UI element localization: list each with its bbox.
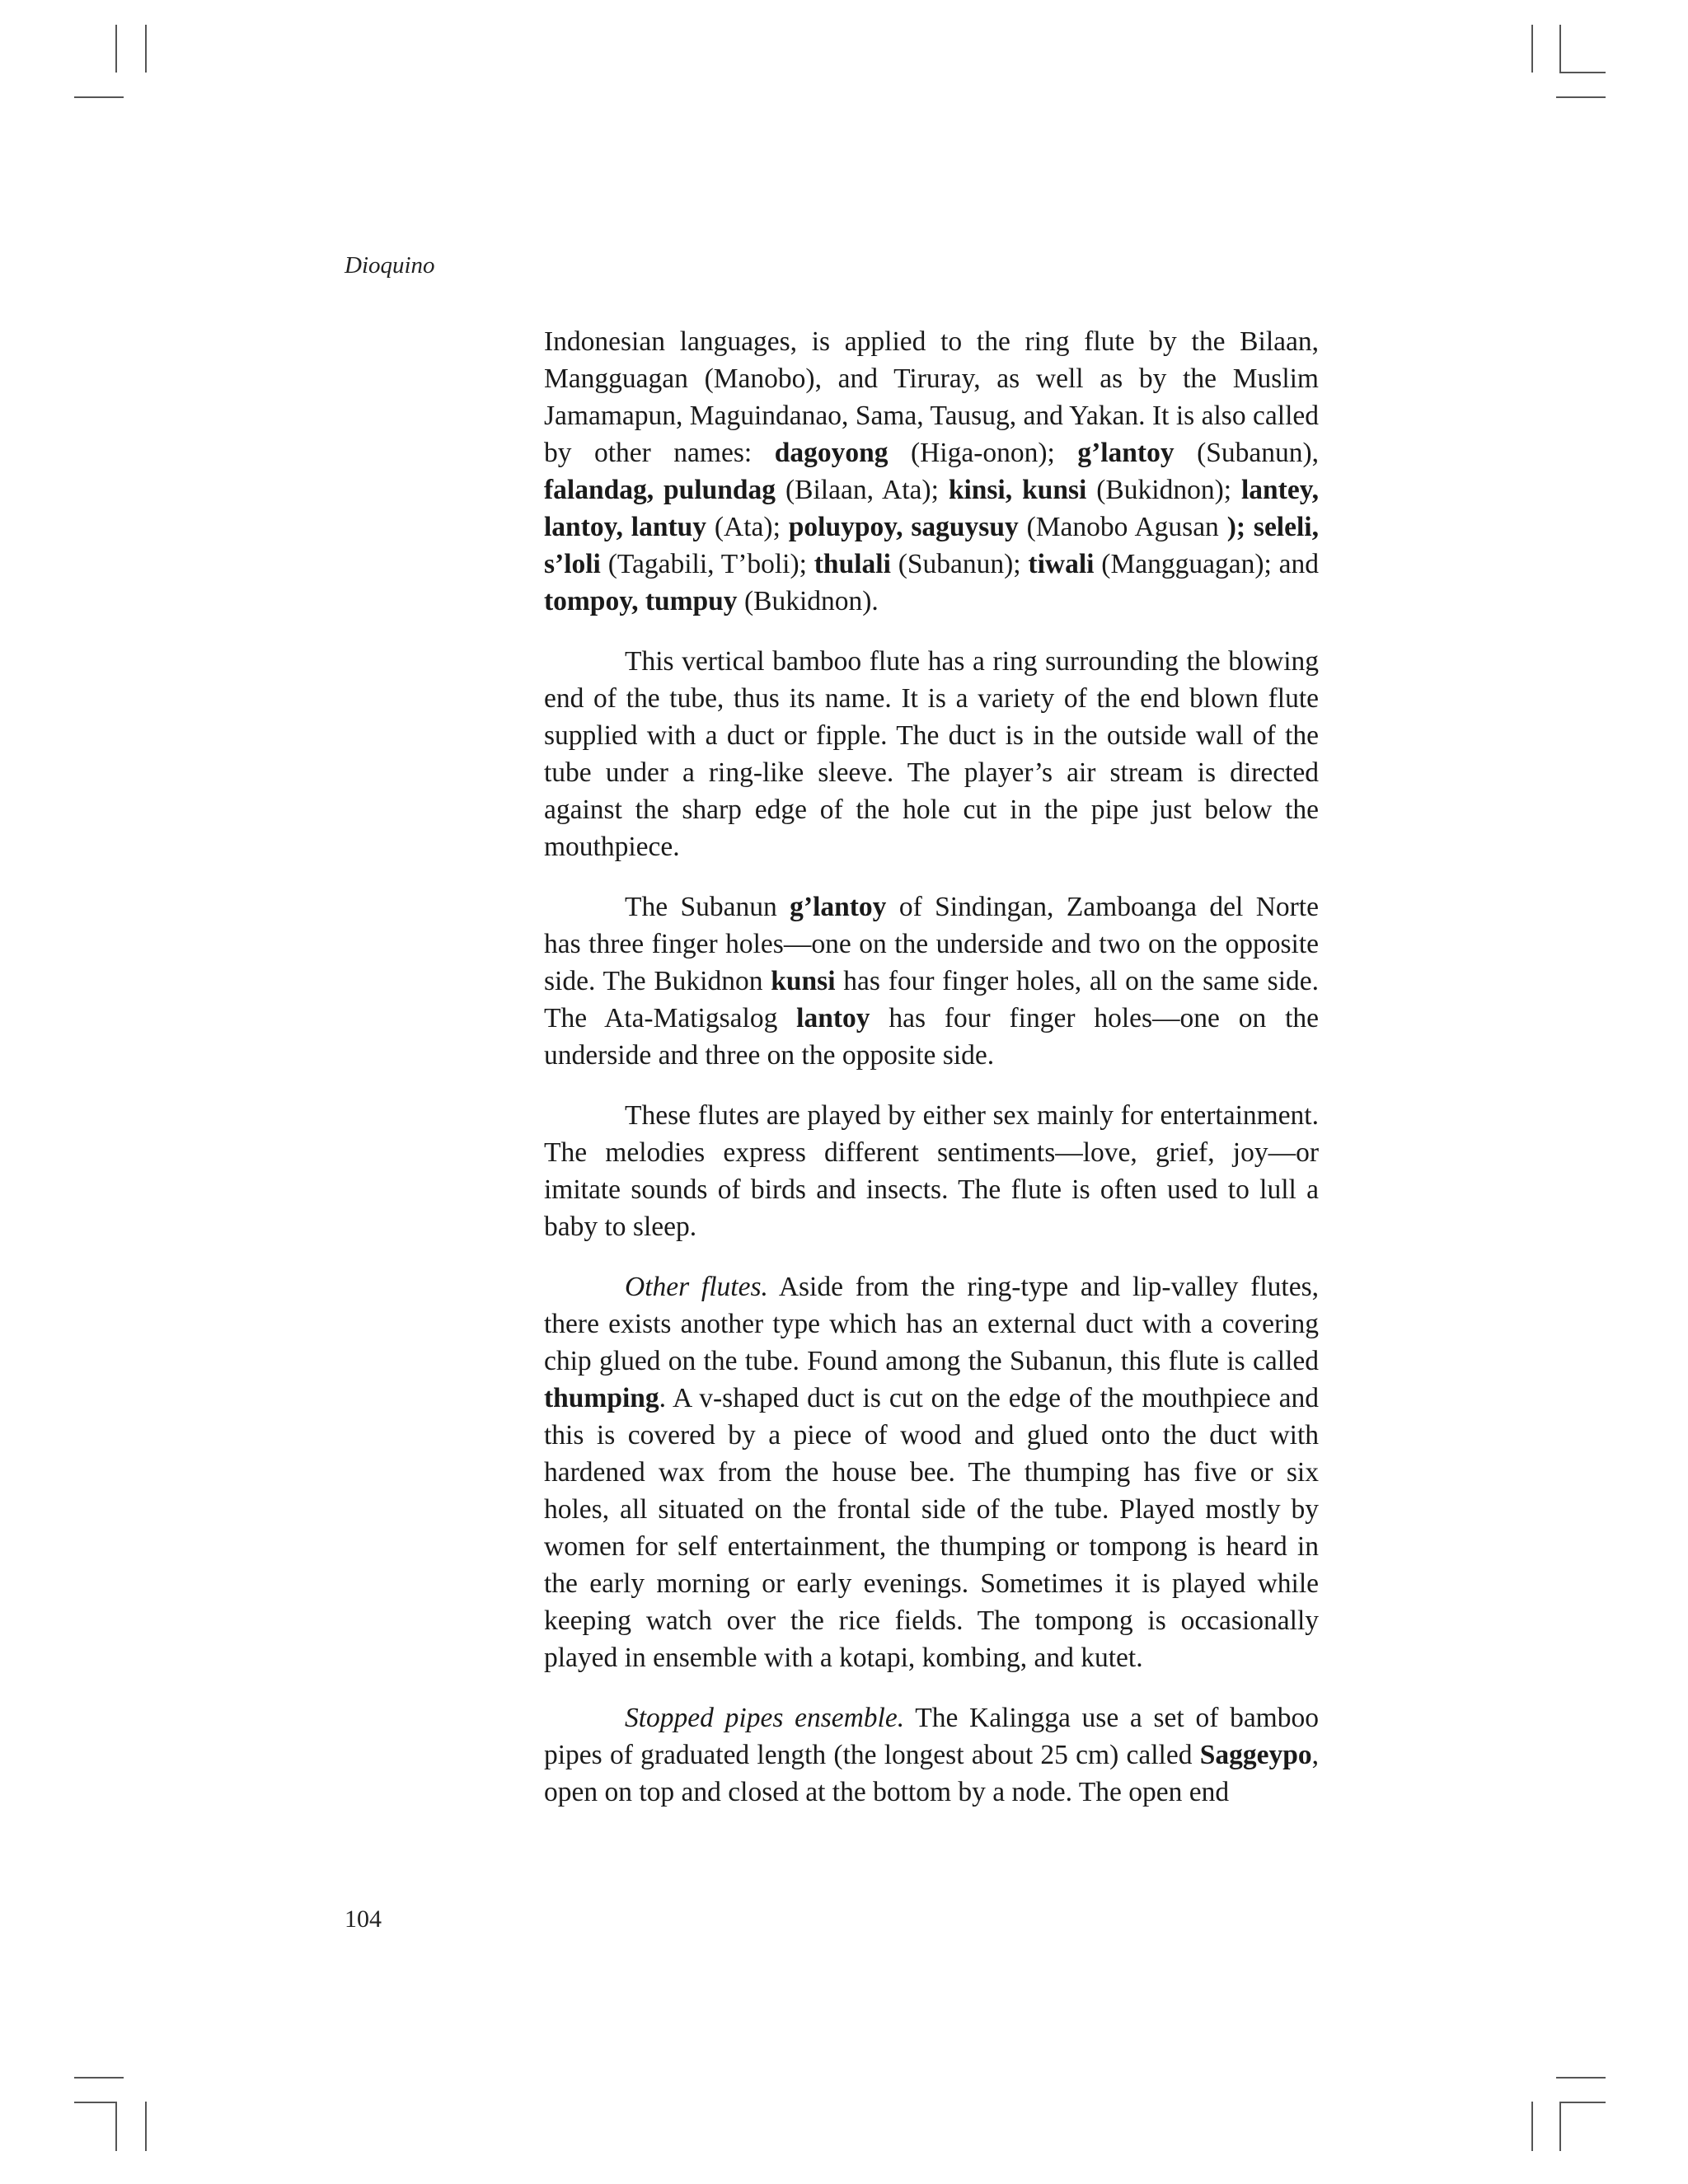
crop-mark-bottom-right-vertical-1 [1531, 2102, 1533, 2151]
body-paragraph [544, 643, 1319, 865]
text-run: . A v-shaped duct is cut on the edge of the mouthpiece and this is covered by a piece of wood and glued onto the duct with hardened wax from the house bee. The thumping has five or six holes, all situated on the frontal side of the tube. Played mostly by women for self entertainment, the thumping or tompong is heard in the early morning or early evenings. Sometimes it is played while keeping watch over the rice fields. The tompong is occasionally played in ensemble with a kotapi, kombing, and kutet. [544, 1383, 1319, 1673]
bold-term: lantoy [796, 1003, 870, 1033]
bold-term: lantey, lantoy, lantuy [544, 475, 1319, 542]
crop-mark-bottom-right-vertical-2 [1559, 2102, 1561, 2151]
text-run: (Subanun), [1174, 438, 1319, 468]
crop-mark-top-right-horizontal-1 [1559, 72, 1606, 73]
italic-run-in-heading: Stopped pipes ensemble. [625, 1703, 905, 1733]
crop-mark-bottom-right-horizontal [1556, 2077, 1606, 2079]
crop-mark-top-left-vertical-2 [145, 25, 147, 73]
text-run: (Manobo Agusan [1018, 512, 1227, 542]
crop-mark-top-right-vertical-1 [1531, 25, 1533, 73]
bold-term: seleli, s’loli [544, 512, 1319, 579]
text-run: has four finger holes, all on the same side. The Ata-Matigsalog [544, 966, 1320, 1033]
bold-term: kunsi [771, 966, 836, 996]
crop-mark-bottom-left-vertical-2 [145, 2102, 147, 2151]
text-run: Indonesian languages, is applied to the ring flute by the Bilaan, Mangguagan (Manobo), and Tiruray, as well as by the Muslim Jamamapun, Maguindanao, Sama, Tausug, and Yakan. It is also called by other names: [544, 326, 1319, 468]
text-run: Aside from the ring-type and lip-valley flutes, there exists another type which has an external duct with a covering chip glued on the tube. Found among the Subanun, this flute is called [544, 1272, 1319, 1376]
text-run: (Ata); [706, 512, 789, 542]
body-paragraph [544, 1268, 1319, 1676]
italic-run-in-heading: Other flutes. [625, 1272, 768, 1302]
crop-mark-bottom-left-vertical-1 [115, 2102, 117, 2151]
crop-mark-top-right-vertical-2 [1559, 25, 1561, 73]
bold-term: falandag, pulundag [544, 475, 776, 505]
page-number: 104 [345, 1905, 382, 1933]
bold-term: tompoy, tumpuy [544, 586, 738, 616]
text-run: (Tagabili, T’boli); [600, 549, 814, 579]
bold-term: g’lantoy [1077, 438, 1175, 468]
bold-term: thulali [814, 549, 891, 579]
bold-term: poluypoy, saguysuy [788, 512, 1019, 542]
body-paragraph [544, 1699, 1319, 1811]
text-run: (Higa-onon); [888, 438, 1078, 468]
text-run: , open on top and closed at the bottom by a node. The open end [544, 1740, 1319, 1807]
text-run: (Bilaan, Ata); [776, 475, 949, 505]
text-run: (Subanun); [890, 549, 1029, 579]
crop-mark-top-right-horizontal-2 [1556, 96, 1606, 98]
text-run: (Mangguagan); and [1094, 549, 1319, 579]
body-text [544, 323, 1319, 1834]
crop-mark-bottom-right-horizontal-2 [1559, 2102, 1606, 2103]
bold-term: Saggeypo [1199, 1740, 1312, 1770]
bold-term: g’lantoy [790, 892, 887, 922]
text-run: These flutes are played by either sex mainly for entertainment. The melodies express different sentiments—love, grief, joy—or imitate sounds of birds and insects. The flute is often used to lull a baby to sleep. [544, 1100, 1319, 1242]
bold-term: thumping [544, 1383, 659, 1413]
bold-term: dagoyong [774, 438, 889, 468]
crop-mark-bottom-left-horizontal-2 [74, 2102, 117, 2103]
text-run: (Bukidnon). [737, 586, 879, 616]
text-run: The Subanun [625, 892, 790, 922]
running-head: Dioquino [345, 252, 435, 279]
text-run: The Kalingga use a set of bamboo pipes of graduated length (the longest about 25 cm) called [544, 1703, 1319, 1770]
text-run: (Bukidnon); [1086, 475, 1241, 505]
text-run [1245, 512, 1254, 542]
crop-mark-top-left-vertical-1 [115, 25, 117, 73]
text-run: of Sindingan, Zamboanga del Norte has three finger holes—one on the underside and two on the opposite side. The Bukidnon [544, 892, 1319, 996]
body-paragraph [544, 1097, 1319, 1245]
text-run: has four finger holes—one on the underside and three on the opposite side. [544, 1003, 1319, 1071]
text-run: This vertical bamboo flute has a ring surrounding the blowing end of the tube, thus its name. It is a variety of the end blown flute supplied with a duct or fipple. The duct is in the outside wall of the tube under a ring-like sleeve. The player’s air stream is directed against the sharp edge of the hole cut in the pipe just below the mouthpiece. [544, 646, 1319, 862]
bold-term: kinsi, kunsi [948, 475, 1087, 505]
crop-mark-top-left-horizontal [74, 96, 124, 98]
crop-mark-bottom-left-horizontal [74, 2077, 124, 2079]
body-paragraph [544, 323, 1319, 620]
bold-term: ); [1226, 512, 1246, 542]
body-paragraph [544, 888, 1319, 1074]
bold-term: tiwali [1028, 549, 1095, 579]
